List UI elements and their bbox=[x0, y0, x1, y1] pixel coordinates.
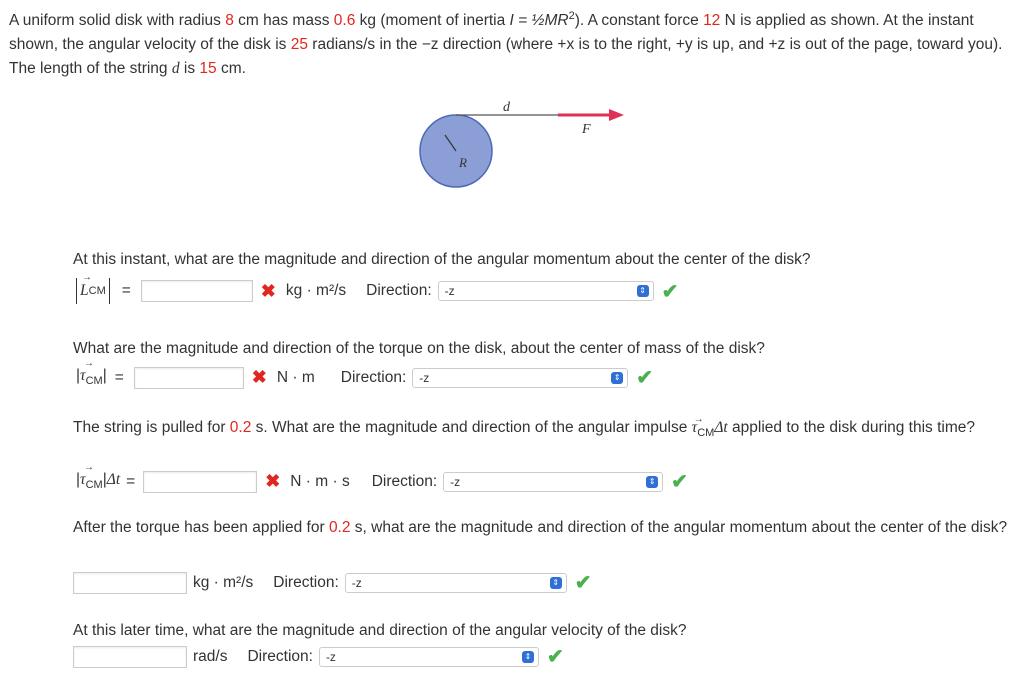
incorrect-icon: ✖ bbox=[260, 280, 276, 301]
mass-value: 0.6 bbox=[333, 12, 356, 30]
radius-value: 8 bbox=[225, 12, 234, 30]
q2-magnitude-input[interactable] bbox=[134, 367, 244, 389]
q3-direction-select[interactable] bbox=[443, 472, 663, 492]
q4-text: s, what are the magnitude and direction of the angular momentum about the center of the disk? bbox=[350, 519, 1008, 536]
q1-direction-select[interactable] bbox=[438, 281, 654, 301]
incorrect-icon: ✖ bbox=[251, 367, 267, 387]
q3-inline-symbol bbox=[691, 414, 728, 440]
q3-time-value: 0.2 bbox=[229, 419, 252, 436]
length-value: 15 bbox=[199, 60, 217, 78]
q5-direction-select[interactable] bbox=[319, 647, 539, 667]
intro-text: is bbox=[179, 60, 200, 78]
vector-arrow-icon: → bbox=[693, 414, 704, 425]
q3-symbol: | → $\tau_{CM}|\Delta t$ bbox=[76, 462, 121, 492]
d-symbol: d bbox=[171, 60, 180, 78]
q3-magnitude-input[interactable] bbox=[143, 471, 257, 493]
select-arrows-icon: ⇕ bbox=[611, 372, 623, 384]
intro-text: cm has mass bbox=[233, 12, 334, 30]
intro-text: ). A constant force bbox=[574, 12, 704, 30]
q3-symbol-letter: τ bbox=[80, 471, 86, 489]
q5-answer-row bbox=[73, 644, 564, 669]
q1-symbol bbox=[76, 272, 110, 304]
q5-magnitude-input[interactable] bbox=[73, 646, 187, 668]
problem-statement: A uniform solid disk with radius 8 cm has mass 0.6 kg (moment of inertia $I = \frac{1}{2}MR^2$). A constant force 12 N is applied as shown. At the instant shown, the angular velocity of the disk is 25 radians/s in the −z direction (where +x is to the right, +y is up, and +z is out of the page, toward you). The length of the string d is 15 cm. bbox=[9, 10, 1003, 78]
intro-text: N is applied as shown. At the instant shown, the angular velocity of the disk is bbox=[9, 12, 974, 54]
q3-units: N · m · s bbox=[290, 472, 350, 490]
disk-diagram bbox=[400, 95, 640, 195]
q3-inline-subscript: CM bbox=[697, 427, 715, 440]
label-d: d bbox=[503, 100, 510, 115]
question-2: What are the magnitude and direction of the torque on the disk, about the center of mass of the disk? bbox=[73, 340, 765, 357]
q5-direction-value: -z bbox=[325, 649, 336, 664]
select-arrows-icon: ⇕ bbox=[522, 651, 534, 663]
q2-equals: = bbox=[114, 368, 124, 386]
q3-text: applied to the disk during this time? bbox=[727, 419, 976, 436]
incorrect-icon: ✖ bbox=[265, 471, 281, 491]
omega-value: 25 bbox=[290, 36, 308, 54]
vector-arrow-icon: → bbox=[82, 272, 92, 283]
q3-text: s. What are the magnitude and direction of the angular impulse bbox=[251, 419, 692, 436]
q2-units: N · m bbox=[276, 368, 315, 386]
q3-subscript: CM bbox=[85, 479, 103, 492]
q4-direction-value: -z bbox=[351, 575, 362, 590]
q2-symbol-letter: τ bbox=[80, 367, 86, 385]
q3-inline-delta: Δt bbox=[714, 419, 728, 436]
vector-arrow-icon: → bbox=[84, 358, 94, 370]
force-arrowhead bbox=[609, 109, 624, 121]
q2-answer-row bbox=[76, 358, 654, 390]
correct-check-icon: ✔ bbox=[546, 646, 564, 668]
q4-direction-label: Direction: bbox=[273, 573, 339, 591]
label-R: R bbox=[459, 155, 467, 170]
correct-check-icon: ✔ bbox=[661, 280, 679, 303]
q3-direction-value: -z bbox=[450, 474, 461, 489]
q3-equals: = bbox=[126, 472, 136, 490]
q1-symbol-letter: L bbox=[80, 282, 89, 299]
q2-direction-select[interactable] bbox=[412, 368, 628, 388]
question-4 bbox=[73, 516, 1008, 540]
q4-direction-select[interactable] bbox=[345, 573, 567, 593]
correct-check-icon: ✔ bbox=[671, 471, 688, 493]
q3-text: The string is pulled for bbox=[73, 419, 230, 436]
q4-text: After the torque has been applied for bbox=[73, 519, 329, 536]
q1-subscript: CM bbox=[88, 285, 106, 297]
q4-units: kg · m²/s bbox=[193, 573, 254, 591]
correct-check-icon: ✔ bbox=[636, 367, 654, 389]
q3-answer-row bbox=[76, 462, 688, 494]
q5-units: rad/s bbox=[193, 647, 228, 665]
q4-magnitude-input[interactable] bbox=[73, 572, 187, 594]
q2-direction-value: -z bbox=[419, 370, 430, 385]
q3-direction-label: Direction: bbox=[371, 472, 438, 490]
q1-answer-row bbox=[76, 272, 679, 304]
select-arrows-icon: ⇕ bbox=[646, 476, 658, 488]
intro-text: cm. bbox=[216, 60, 246, 78]
q1-equals: = bbox=[121, 282, 131, 299]
question-5: At this later time, what are the magnitude and direction of the angular velocity of the disk? bbox=[73, 622, 687, 639]
q1-magnitude-input[interactable] bbox=[141, 280, 253, 302]
label-F: F bbox=[582, 122, 591, 137]
q1-units: kg · m²/s bbox=[285, 282, 347, 299]
q3-inline-letter: τ bbox=[691, 419, 698, 436]
q2-direction-label: Direction: bbox=[340, 368, 407, 386]
question-1: At this instant, what are the magnitude and direction of the angular momentum about the center of the disk? bbox=[73, 251, 811, 268]
correct-check-icon: ✔ bbox=[574, 572, 592, 594]
intro-text: radians/s in the −z direction (where +x is to the right, +y is up, and +z is out of the page, toward you). The length of the string bbox=[9, 36, 1003, 78]
question-3 bbox=[73, 416, 998, 445]
intro-text: A uniform solid disk with radius bbox=[9, 12, 226, 30]
q3-delta: Δt bbox=[106, 471, 121, 489]
q4-answer-row bbox=[73, 570, 592, 595]
select-arrows-icon: ⇕ bbox=[637, 285, 649, 297]
select-arrows-icon: ⇕ bbox=[550, 577, 562, 589]
vector-arrow-icon: → bbox=[84, 462, 94, 474]
inertia-formula: I = ½MR bbox=[509, 12, 569, 30]
q4-time-value: 0.2 bbox=[328, 519, 351, 536]
intro-text: kg (moment of inertia bbox=[355, 12, 510, 30]
q2-symbol: | → $\tau_{CM}|$ bbox=[76, 358, 107, 388]
q1-direction-label: Direction: bbox=[366, 282, 432, 299]
q2-subscript: CM bbox=[85, 375, 103, 388]
q1-direction-value: -z bbox=[444, 284, 455, 298]
q5-direction-label: Direction: bbox=[247, 647, 313, 665]
force-value: 12 bbox=[703, 12, 721, 30]
